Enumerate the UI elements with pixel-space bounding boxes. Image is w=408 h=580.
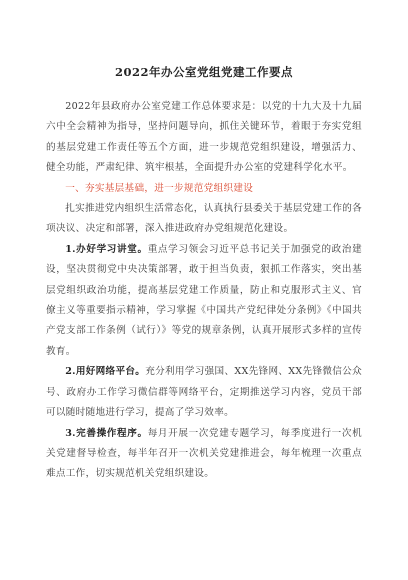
item-paragraph-2 xyxy=(46,362,362,423)
item-text-1: 重点学习领会习近平总书记关于加强党的政治建设，坚决贯彻党中央决策部署，敢于担当负责，狠抓工作落实，突出基层党组织政治功能，提高基层党建工作质量，防止和克服形式主义、官僚主义等重要指示精神，学习掌握《中国共产党纪律处分条例》《中国共产党支部工作条例（试行）》等党的规章条例，认真开展形式多样的宣传教育。 xyxy=(46,243,362,357)
item-paragraph-3 xyxy=(46,424,362,485)
item-lead-1: 1.办好学习讲堂。 xyxy=(65,243,148,255)
section-intro-paragraph: 扎实推进党内组织生活常态化，认真执行县委关于基层党建工作的各项决议、决定和部署，深入推进政府办党组规范化建设。 xyxy=(46,203,362,235)
intro-paragraph: 2022年县政府办公室党建工作总体要求是：以党的十九大及十九届六中全会精神为指导，坚持问题导向，抓住关键环节，着眼于夯实党组的基层党建工作责任等五个方面，进一步规范党组织建设，增强活力、健全功能，严肃纪律、筑牢根基，全面提升办公室的党建科学化水平。 xyxy=(46,101,362,174)
document-title: 2022年办公室党组党建工作要点 xyxy=(114,65,293,79)
item-text-2: 充分利用学习强国、XX先锋网、XX先锋微信公众号、政府办工作学习微信群等网络平台，定期推送学习内容，党员干部可以随时随地进行学习，提高了学习效率。 xyxy=(46,366,362,419)
item-lead-3: 3.完善操作程序。 xyxy=(65,427,148,439)
item-text-3: 每月开展一次党建专题学习，每季度进行一次机关党建督导检查，每半年召开一次机关党建推进会，每年梳理一次重点难点工作，切实规范机关党组织建设。 xyxy=(46,427,362,480)
item-lead-2: 2.用好网络平台。 xyxy=(65,366,146,378)
item-paragraph-1 xyxy=(46,240,362,362)
section-heading: 一、夯实基层基础，进一步规范党组织建设 xyxy=(65,182,254,194)
